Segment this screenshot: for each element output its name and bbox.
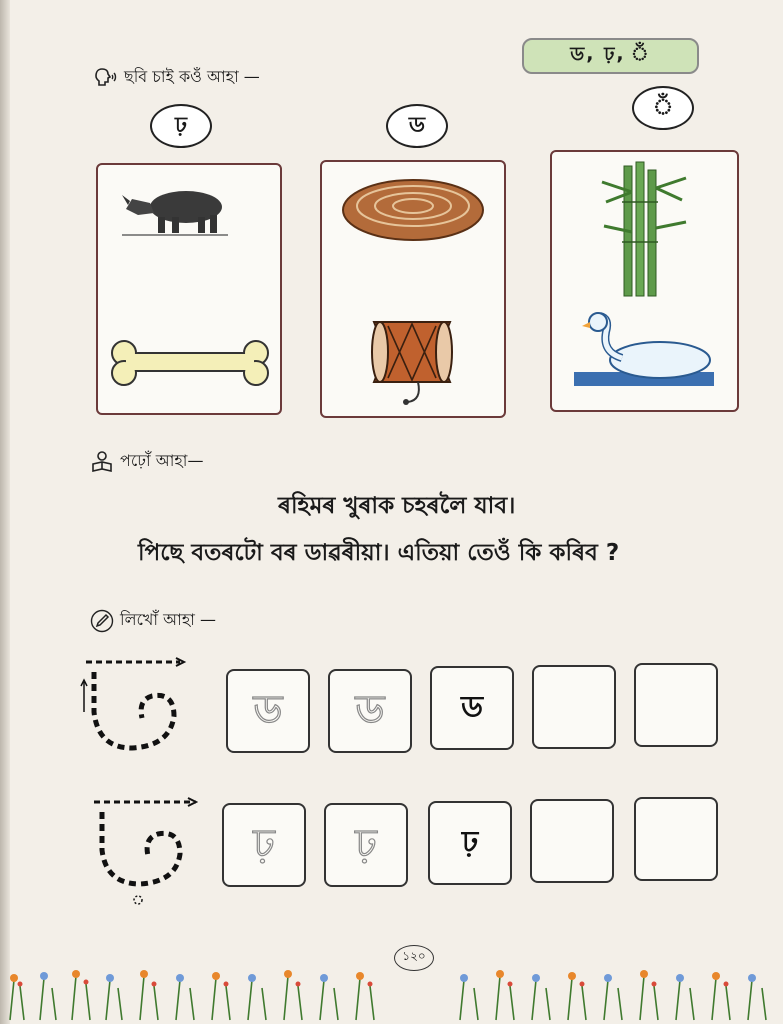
picture-card-2	[320, 160, 506, 418]
read-section-label: পঢ়োঁ আহা—	[120, 451, 204, 470]
reading-child-icon	[90, 450, 114, 474]
write-box[interactable]	[428, 801, 512, 885]
trace-letter: ড	[355, 686, 385, 733]
letter-badge: ড, ঢ়, ঁ	[522, 38, 699, 74]
rhinoceros-image	[122, 191, 228, 235]
blank-box[interactable]	[634, 797, 718, 881]
blank-box[interactable]	[634, 663, 718, 747]
model-letter: ঢ়	[461, 824, 479, 860]
trace-box[interactable]	[324, 803, 408, 887]
letter-circle-chandrabindu: ঁ	[632, 86, 694, 130]
read-line-1: ৰহিমৰ খুৰাক চহৰলৈ যাব।	[278, 493, 516, 519]
page-number: ১২০	[394, 945, 434, 971]
bone-image	[112, 341, 268, 385]
trace-box[interactable]	[328, 669, 412, 753]
write-section-header	[90, 607, 216, 634]
picture-section-label: ছবি চাই কওঁ আহা —	[124, 67, 260, 86]
trace-letter: ঢ়	[355, 820, 377, 867]
speaking-head-icon	[94, 66, 118, 90]
write-section-label: লিখোঁ আহা —	[120, 610, 216, 629]
pencil-icon	[90, 609, 114, 633]
picture-card-1	[96, 163, 282, 415]
dhol-drum-image	[372, 322, 452, 405]
blank-box[interactable]	[532, 665, 616, 749]
swan-image	[574, 313, 714, 386]
letter-circle-dhrha: ঢ়	[150, 104, 212, 148]
bamboo-image	[602, 162, 686, 296]
basket-tray-image	[343, 180, 483, 240]
read-section-header	[90, 448, 203, 475]
trace-box[interactable]	[226, 669, 310, 753]
trace-box[interactable]	[222, 803, 306, 887]
page-edge	[0, 0, 10, 1024]
footer-flower-border	[0, 930, 783, 1024]
picture-section-header	[94, 64, 260, 91]
trace-letter: ঢ়	[253, 820, 275, 867]
read-line-2: পিছে বতৰটো বৰ ডাৱৰীয়া। এতিয়া তেওঁ কি কৰিব ?	[138, 540, 620, 566]
write-box[interactable]	[430, 666, 514, 750]
blank-box[interactable]	[530, 799, 614, 883]
guide-glyph-da	[80, 652, 190, 762]
guide-glyph-dhrha	[94, 798, 196, 904]
picture-card-3	[550, 150, 739, 412]
letter-circle-da: ড	[386, 104, 448, 148]
model-letter: ড	[460, 689, 484, 725]
trace-letter: ড	[253, 686, 283, 733]
